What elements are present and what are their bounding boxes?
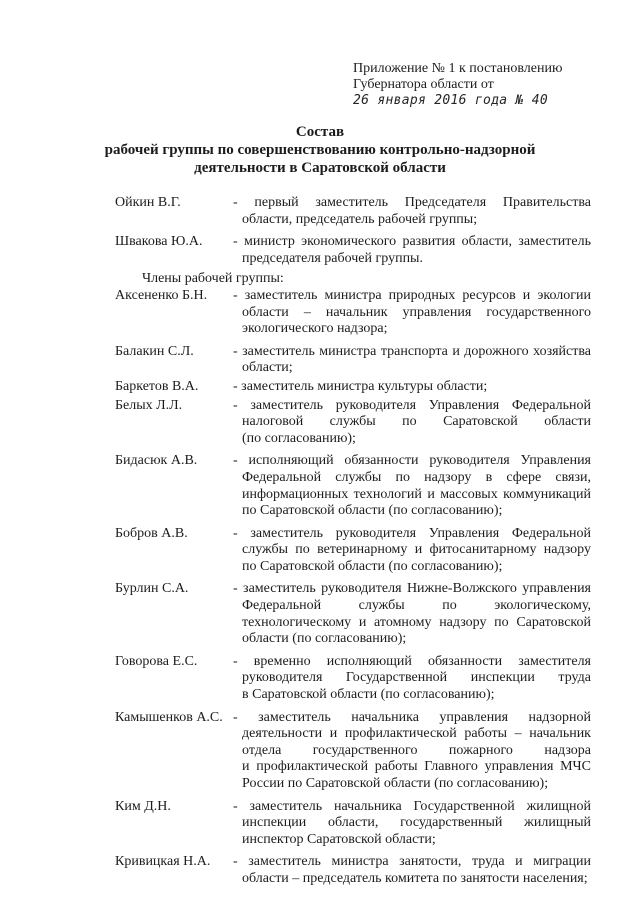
position-description (233, 379, 591, 396)
document-title (0, 123, 640, 177)
person-name: Ким Д.Н. (115, 798, 171, 814)
position-description (233, 288, 591, 338)
description-line: инспекции области, государственный жилищный (242, 815, 591, 831)
description-line: - министр экономического развития области, заместитель (233, 234, 591, 250)
description-line: в Саратовской области (по согласованию); (242, 687, 495, 703)
person-name: Камышенков А.С. (115, 709, 223, 725)
description-line: - заместитель министра транспорта и дорожного хозяйства (233, 343, 591, 359)
list-item (115, 581, 591, 647)
list-item (115, 398, 591, 448)
person-name: Баркетов В.А. (115, 378, 199, 394)
description-line: информационных технологий и массовых коммуникаций (242, 486, 591, 502)
description-line: председателя рабочей группы. (242, 250, 423, 266)
list-item (115, 234, 591, 267)
list-item (115, 379, 591, 396)
appendix-line-1: Приложение № 1 к постановлению (353, 61, 563, 76)
description-line: - заместитель министра природных ресурсов и экологии (233, 287, 591, 303)
position-description (233, 654, 591, 704)
person-name: Бобров А.В. (115, 525, 188, 541)
members-section (115, 288, 591, 888)
list-item (115, 710, 591, 793)
description-line: и профилактической работы Главного управления МЧС (242, 759, 591, 775)
description-line: по Саратовской области (по согласованию); (242, 503, 503, 519)
appendix-line-2: Губернатора области от (353, 77, 494, 92)
description-line: службы по ветеринарному и фитосанитарному надзору (242, 542, 591, 558)
description-line: области; (242, 360, 293, 376)
description-line: - заместитель руководителя Управления Федеральной (233, 397, 591, 413)
person-name: Кривицкая Н.А. (115, 854, 211, 870)
person-name: Бурлин С.А. (115, 581, 189, 597)
description-line: - заместитель начальника Государственной жилищной (233, 798, 591, 814)
leaders-section (115, 195, 591, 267)
description-line: России по Саратовской области (по согласованию); (242, 776, 549, 791)
list-item (115, 799, 591, 849)
position-description (233, 453, 591, 519)
description-line: - заместитель руководителя Управления Федеральной (233, 525, 591, 541)
person-name: Говорова Е.С. (115, 653, 198, 669)
position-description (233, 799, 591, 849)
list-item (115, 453, 591, 519)
description-line: области (по согласованию); (242, 631, 407, 647)
position-description (233, 526, 591, 576)
working-group-list (115, 195, 591, 888)
description-line: отдела государственного пожарного надзора (242, 742, 591, 758)
position-description (233, 195, 591, 228)
position-description (233, 710, 591, 793)
description-line: по Саратовской области (по согласованию); (242, 558, 503, 574)
person-name: Аксененко Б.Н. (115, 287, 208, 303)
person-name: Бидасюк А.В. (115, 453, 198, 469)
title-line-1: Состав (295, 124, 345, 140)
description-line: технологическому и атомному надзору по Саратовской (242, 614, 591, 630)
list-item (115, 854, 591, 887)
appendix-block (353, 61, 633, 109)
position-description (233, 344, 591, 377)
description-line: - заместитель начальника управления надзорной (233, 709, 591, 725)
description-line: Федеральной службы по надзору в сфере связи, (242, 469, 591, 485)
description-line: - исполняющий обязанности руководителя Управления (233, 453, 591, 469)
description-line: инспектор Саратовской области; (242, 831, 436, 847)
position-description (233, 581, 591, 647)
person-name: Белых Л.Л. (115, 397, 183, 413)
person-name: Балакин С.Л. (115, 343, 194, 359)
description-line: области – начальник управления государственного (242, 304, 591, 320)
title-line-3: деятельности в Саратовской области (194, 160, 446, 176)
description-line: налоговой службы по Саратовской области (242, 414, 591, 430)
list-item (115, 526, 591, 576)
description-line: области, председатель рабочей группы; (242, 211, 478, 227)
description-line: - первый заместитель Председателя Правительства (233, 195, 591, 210)
appendix-date-stamp: 26 января 2016 года № 40 (353, 93, 549, 108)
list-item (115, 288, 591, 338)
list-item (115, 654, 591, 704)
description-line: (по согласованию); (242, 430, 356, 446)
list-item (115, 195, 591, 228)
person-name: Ойкин В.Г. (115, 195, 181, 210)
description-line: области – председатель комитета по занятости населения; (242, 870, 588, 886)
description-line: - заместитель министра занятости, труда и миграции (233, 854, 591, 870)
list-item (115, 344, 591, 377)
description-line: Федеральной службы по экологическому, (242, 598, 591, 614)
members-label: Члены рабочей группы: (142, 271, 284, 287)
position-description (233, 398, 591, 448)
person-name: Швакова Ю.А. (115, 234, 203, 250)
description-line: - временно исполняющий обязанности заместителя (233, 653, 591, 669)
position-description (233, 234, 591, 267)
description-line: экологического надзора; (242, 321, 388, 337)
description-line: - заместитель министра культуры области; (233, 378, 488, 394)
position-description (233, 854, 591, 887)
description-line: руководителя Государственной инспекции труда (242, 670, 591, 686)
description-line: - заместитель руководителя Нижне-Волжского управления (233, 581, 591, 597)
description-line: деятельности и профилактической работы – начальник (242, 726, 591, 742)
title-line-2: рабочей группы по совершенствованию контрольно-надзорной (104, 142, 536, 158)
